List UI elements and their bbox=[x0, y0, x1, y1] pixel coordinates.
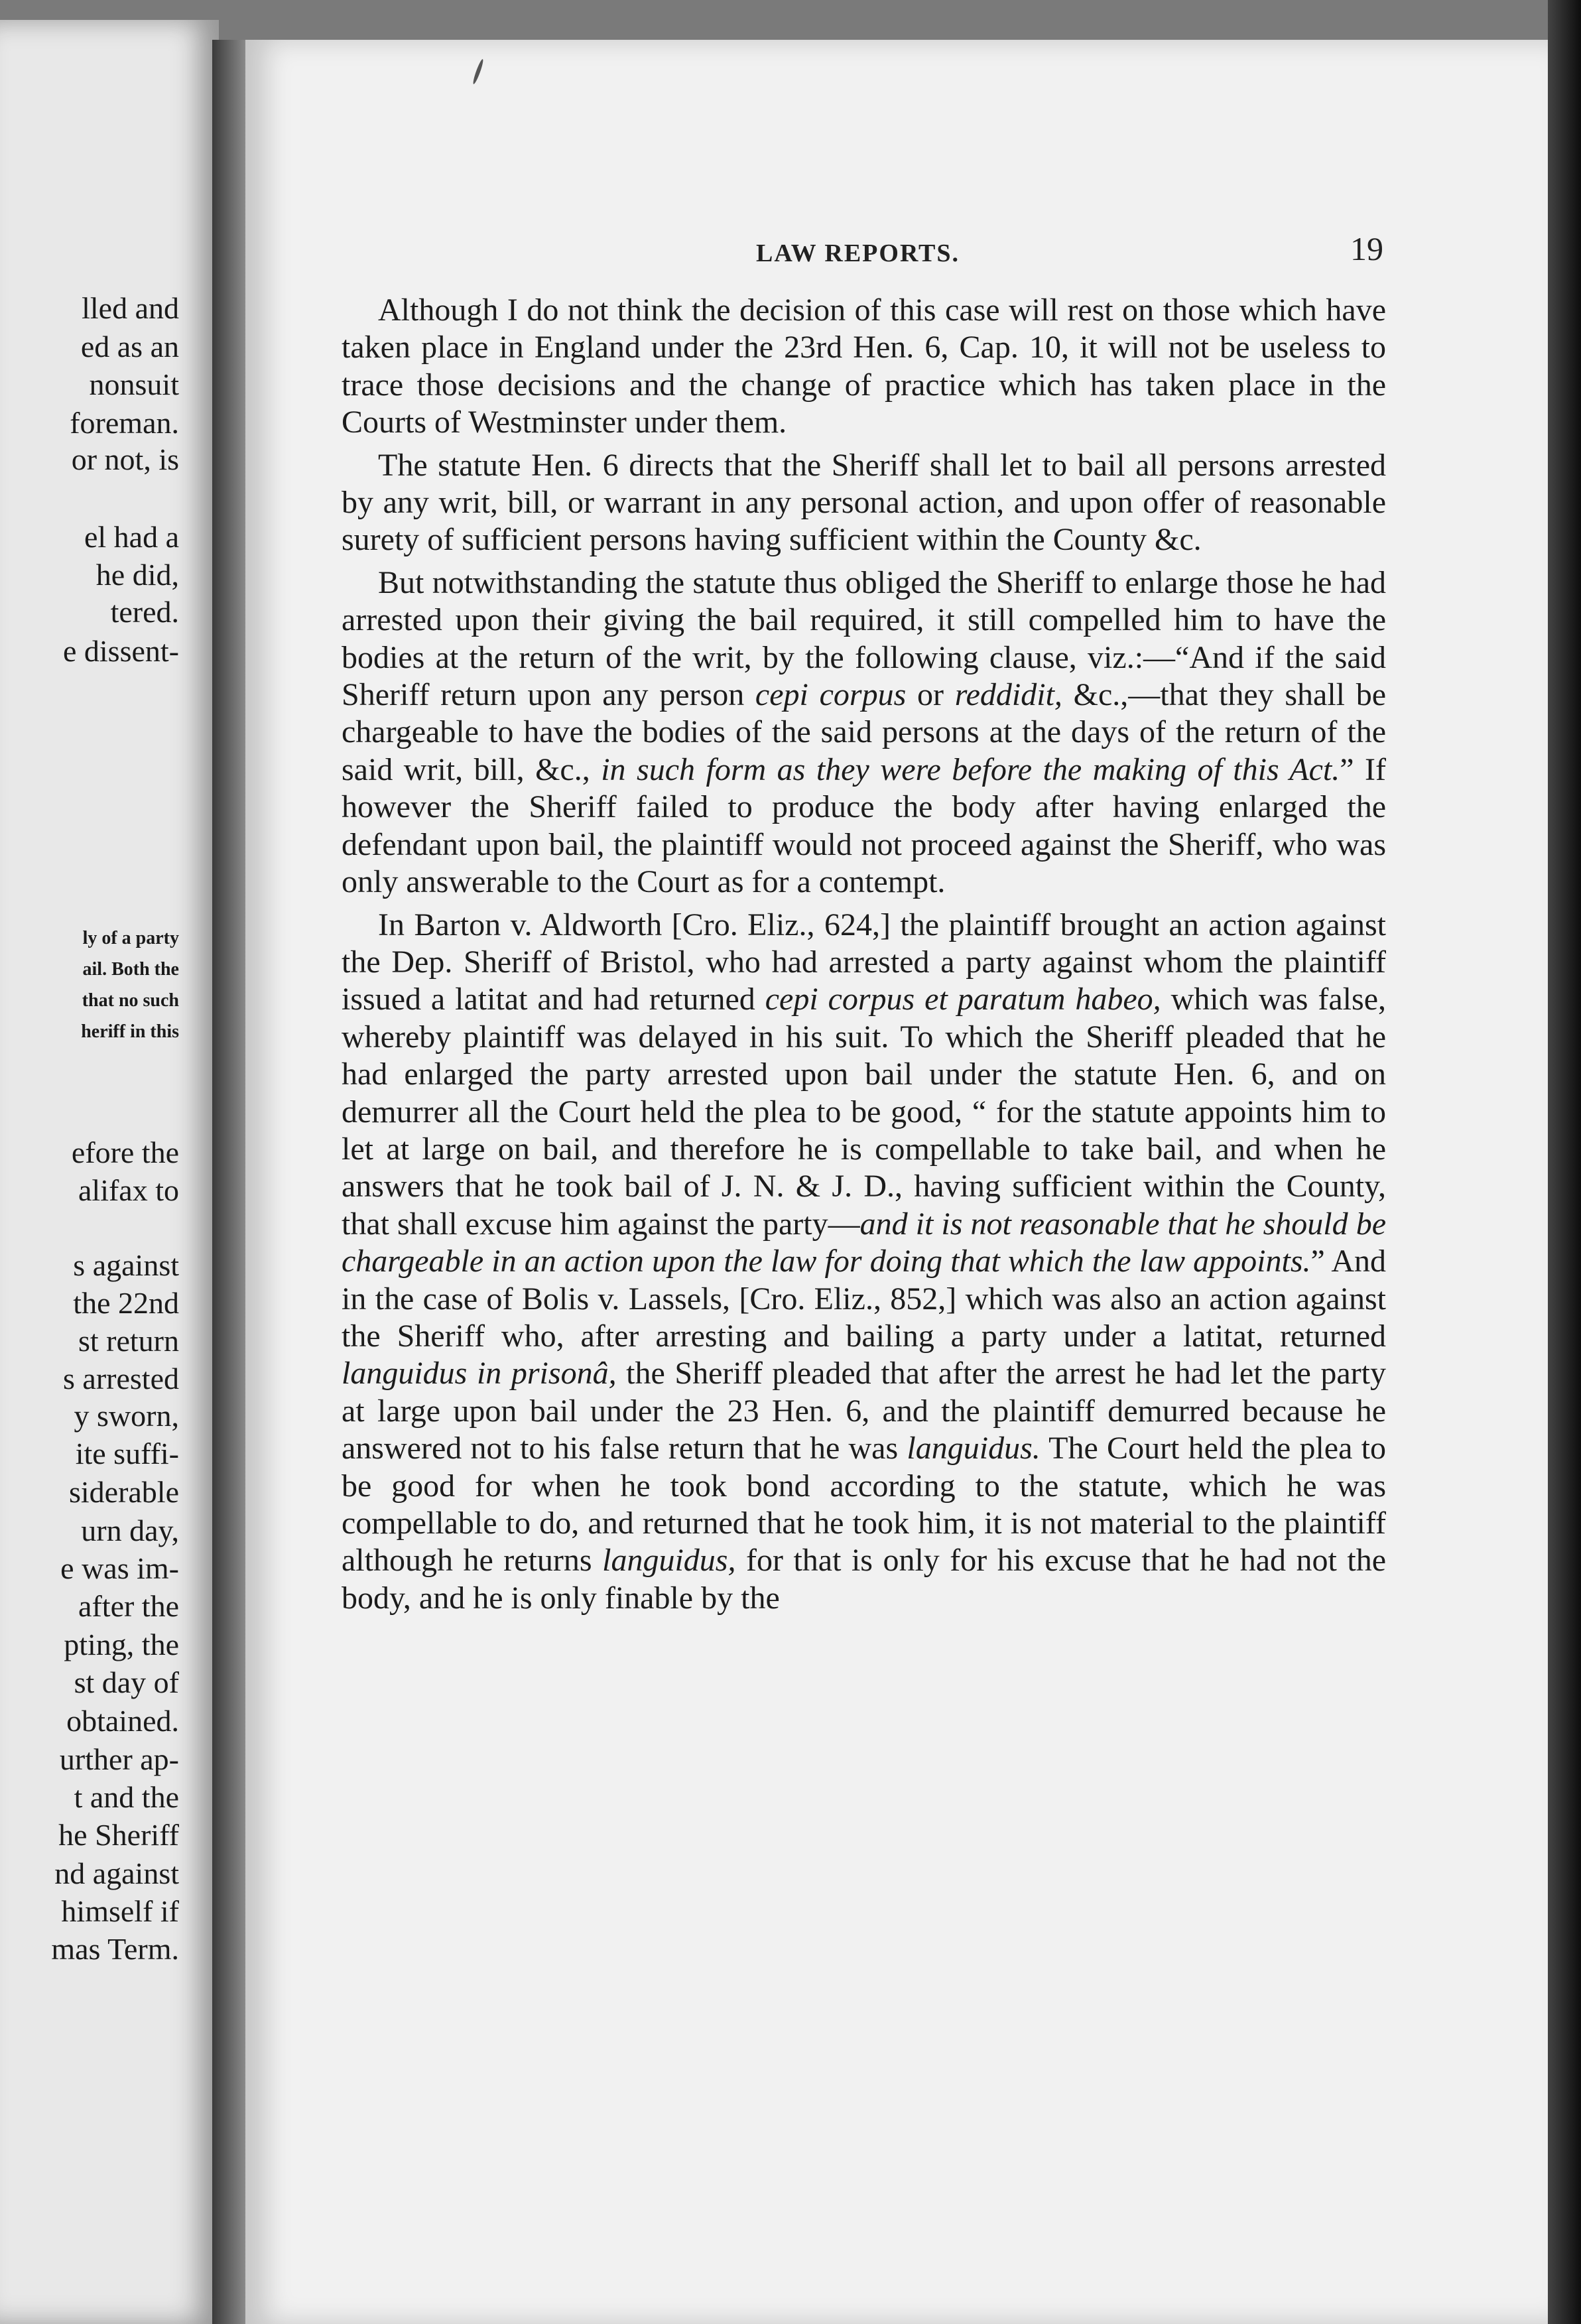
text-run: or bbox=[906, 677, 955, 713]
left-page-line: the 22nd bbox=[73, 1286, 179, 1320]
left-page-line: s arrested bbox=[63, 1362, 179, 1395]
body-text bbox=[342, 292, 1386, 1622]
left-page-line: nd against bbox=[54, 1856, 179, 1890]
italic-text: cepi corpus bbox=[755, 677, 907, 713]
text-run: The statute Hen. 6 directs that the Sheriff shall let to bail all persons arrested by any writ, bill, or warrant in any personal action, and upon offer of reasonable surety of sufficient persons having sufficient within the County &c. bbox=[342, 447, 1386, 558]
italic-text: languidus, bbox=[602, 1543, 736, 1579]
paragraph bbox=[342, 907, 1386, 1618]
left-page-line: alifax to bbox=[78, 1173, 179, 1207]
left-page-note-line: heriff in this bbox=[81, 1021, 179, 1042]
page bbox=[245, 40, 1548, 2324]
text-run: which was false, whereby plaintiff was delayed in his suit. To which the Sheriff pleaded that he had enlarged the party arrested upon bail under the statute Hen. 6, and on demurrer all the Court held the plea to be good, “ for the statute appoints him to let at large on bail, and therefore he is compellable to take bail, and when he answers that he took bail of J. N. & J. D., having sufficient within the County, that shall excuse him against the party— bbox=[342, 982, 1387, 1242]
italic-text: and it is not reasonable that he should be chargeable in an action upon the law for doing that which the law appoints. bbox=[342, 1206, 1387, 1279]
left-page-line: e dissent- bbox=[62, 634, 179, 668]
left-page-line: after the bbox=[78, 1589, 179, 1623]
left-page-fragment bbox=[0, 20, 219, 2324]
text-run: &c.,—that they shall be chargeable to have the bodies of the said persons at the days of the return of the said writ, bill, &c., bbox=[342, 677, 1387, 787]
left-page-line: el had a bbox=[84, 520, 179, 554]
left-page-line: himself if bbox=[61, 1894, 179, 1928]
text-run: In Barton v. Aldworth [Cro. Eliz., 624,] the plaintiff brought an action against the Dep. Sheriff of Bristol, who had arrested a party against whom the plaintiff issued a latitat and had returned bbox=[342, 907, 1386, 1017]
left-page-line: efore the bbox=[71, 1135, 179, 1169]
left-page-line: e was im- bbox=[60, 1551, 179, 1585]
italic-text: cepi corpus et paratum habeo, bbox=[765, 982, 1161, 1017]
left-page-line: pting, the bbox=[64, 1628, 179, 1661]
print-speck bbox=[472, 58, 484, 85]
text-run: for that is only for his excuse that he had not the body, and he is only finable by the bbox=[342, 1543, 1387, 1616]
paragraph bbox=[342, 447, 1386, 559]
left-page-line: y sworn, bbox=[74, 1399, 179, 1433]
paragraph bbox=[342, 564, 1386, 901]
left-page-line: he did, bbox=[95, 558, 179, 592]
page-edge-shadow bbox=[1548, 0, 1581, 2324]
left-page-line: obtained. bbox=[66, 1704, 179, 1738]
left-page-line: st day of bbox=[74, 1665, 179, 1699]
left-page-note-line: ly of a party bbox=[82, 928, 179, 948]
left-page-line: ed as an bbox=[80, 330, 179, 363]
text-run: ” And in the case of Bolis v. Lassels, [Cro. Eliz., 852,] which was also an action against the Sheriff who, after arresting and bailing a party under a latitat, returned bbox=[342, 1244, 1386, 1354]
left-page-line: siderable bbox=[68, 1475, 179, 1509]
left-page-line: s against bbox=[73, 1248, 179, 1282]
page-header bbox=[245, 230, 1548, 279]
paragraph bbox=[342, 292, 1386, 442]
text-run: the Sheriff pleaded that after the arrest he had let the party at large upon bail under the 23 Hen. 6, and the plaintiff demurred because he answered not to his false return that he was bbox=[342, 1356, 1386, 1466]
left-page-line: urther ap- bbox=[59, 1742, 179, 1776]
left-page-line: foreman. bbox=[70, 406, 179, 440]
italic-text: in such form as they were before the making of this Act. bbox=[601, 751, 1340, 787]
left-page-line: tered. bbox=[110, 595, 179, 629]
text-run: Although I do not think the decision of this case will rest on those which have taken place in England under the 23rd Hen. 6, Cap. 10, it will not be useless to trace those decisions and the change of practice which has taken place in the Courts of Westminster under them. bbox=[342, 292, 1386, 440]
text-run: But notwithstanding the statute thus obliged the Sheriff to enlarge those he had arrested upon their giving the bail required, it still compelled him to have the bodies at the return of the writ, by the following clause, viz.:—“And if the said Sheriff return upon any person bbox=[342, 564, 1386, 713]
left-page-line: he Sheriff bbox=[58, 1818, 179, 1852]
text-run: ” If however the Sheriff failed to produce the body after having enlarged the defendant upon bail, the plaintiff would not proceed against the Sheriff, who was only answerable to the Court as for a contempt. bbox=[342, 751, 1386, 900]
italic-text: languidus in prisonâ, bbox=[342, 1356, 617, 1391]
left-page-line: nonsuit bbox=[89, 367, 179, 401]
page-number: 19 bbox=[1350, 230, 1383, 267]
running-head: LAW REPORTS. bbox=[756, 239, 960, 267]
left-page-note-line: ail. Both the bbox=[82, 959, 179, 980]
italic-text: reddidit, bbox=[954, 677, 1062, 713]
left-page-line: mas Term. bbox=[51, 1932, 179, 1966]
left-page-note-line: that no such bbox=[82, 990, 179, 1011]
left-page-line: t and the bbox=[74, 1780, 179, 1814]
text-run: The Court held the plea to be good for when he took bond according to the statute, which he was compellable to do, and returned that he took him, it is not material to the plaintiff although he returns bbox=[342, 1431, 1387, 1579]
left-page-line: lled and bbox=[82, 291, 179, 325]
italic-text: languidus. bbox=[907, 1431, 1041, 1466]
left-page-line: urn day, bbox=[81, 1514, 179, 1547]
left-page-line: or not, is bbox=[71, 442, 179, 476]
left-page-line: st return bbox=[78, 1324, 179, 1358]
left-page-line: ite suffi- bbox=[75, 1437, 179, 1470]
